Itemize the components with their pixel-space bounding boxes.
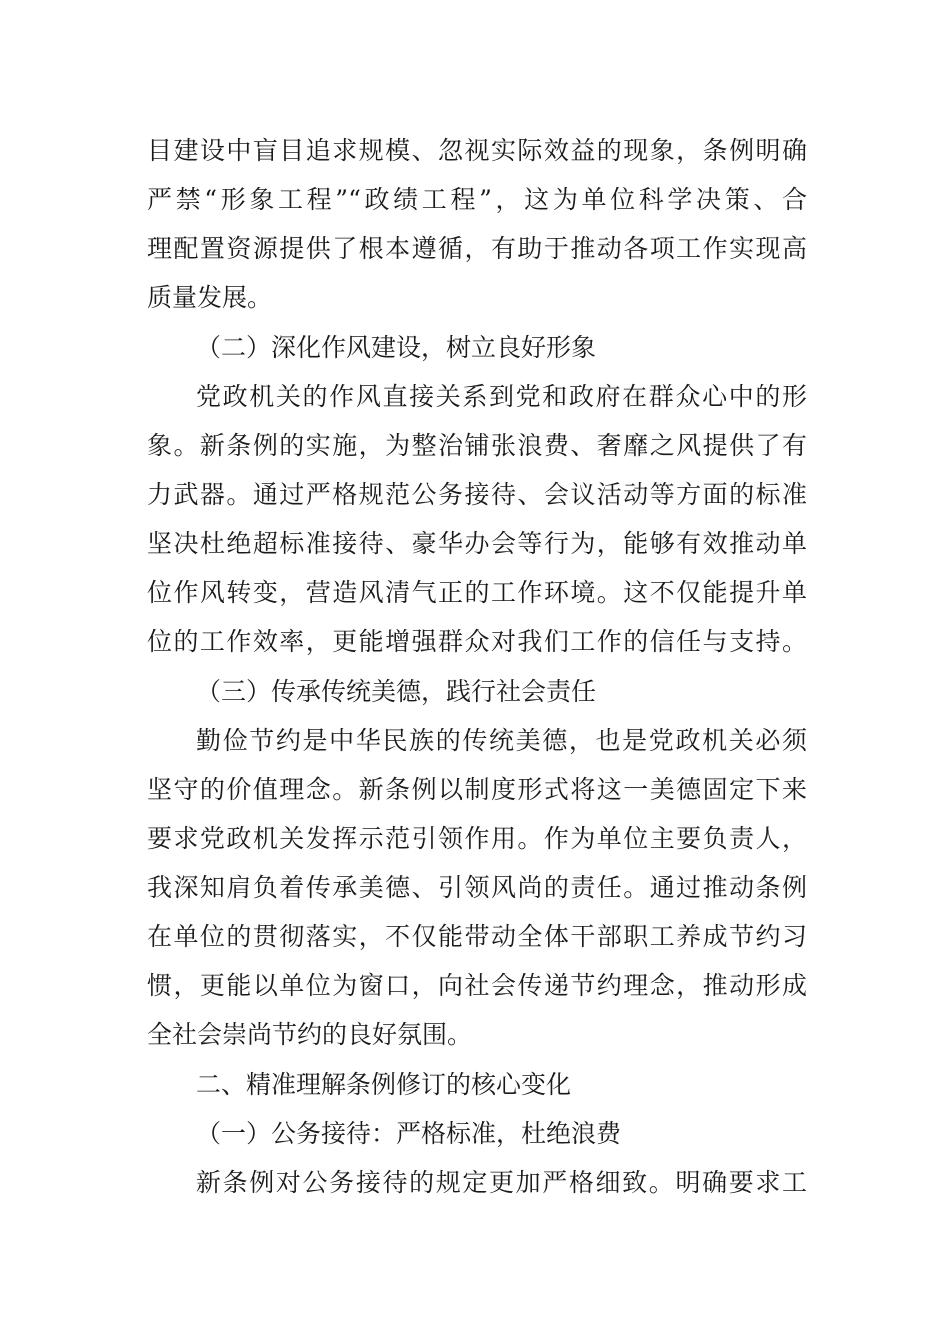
main-heading-2: 二、精准理解条例修订的核心变化 — [196, 1070, 572, 1099]
body-line-11: 位的工作效率，更能增强群众对我们工作的信任与支持。 — [147, 627, 807, 656]
body-line-17: 在单位的贯彻落实，不仅能带动全体干部职工养成节约习 — [147, 922, 807, 951]
body-line-1: 目建设中盲目追求规模、忽视实际效益的现象，条例明确 — [147, 136, 807, 165]
body-line-8: 力武器。通过严格规范公务接待、会议活动等方面的标准 — [147, 480, 807, 509]
body-line-19: 全社会崇尚节约的良好氛围。 — [147, 1020, 473, 1049]
body-line-4: 质量发展。 — [147, 283, 273, 312]
body-line-9: 坚决杜绝超标准接待、豪华办会等行为，能够有效推动单 — [147, 529, 807, 558]
paragraph-first-line: 新条例对公务接待的规定更加严格细致。明确要求工 — [196, 1168, 807, 1197]
body-line-15: 要求党政机关发挥示范引领作用。作为单位主要负责人， — [147, 824, 807, 853]
body-line-3: 理配置资源提供了根本遵循，有助于推动各项工作实现高 — [147, 234, 807, 263]
paragraph-first-line: 勤俭节约是中华民族的传统美德，也是党政机关必须 — [196, 726, 807, 755]
section-heading-3: （三）传承传统美德，践行社会责任 — [196, 677, 597, 706]
body-line-16: 我深知肩负着传承美德、引领风尚的责任。通过推动条例 — [147, 873, 807, 902]
section-heading-2: （二）深化作风建设，树立良好形象 — [196, 333, 597, 362]
body-line-18: 惯，更能以单位为窗口，向社会传递节约理念，推动形成 — [147, 971, 807, 1000]
paragraph-first-line: 党政机关的作风直接关系到党和政府在群众心中的形 — [196, 382, 807, 411]
body-line-10: 位作风转变，营造风清气正的工作环境。这不仅能提升单 — [147, 578, 807, 607]
body-line-2: 严禁“形象工程”“政绩工程”，这为单位科学决策、合 — [147, 185, 807, 214]
body-line-14: 坚守的价值理念。新条例以制度形式将这一美德固定下来 — [147, 775, 807, 804]
body-line-7: 象。新条例的实施，为整治铺张浪费、奢靡之风提供了有 — [147, 431, 807, 460]
subsection-heading-1: （一）公务接待：严格标准，杜绝浪费 — [196, 1119, 622, 1148]
